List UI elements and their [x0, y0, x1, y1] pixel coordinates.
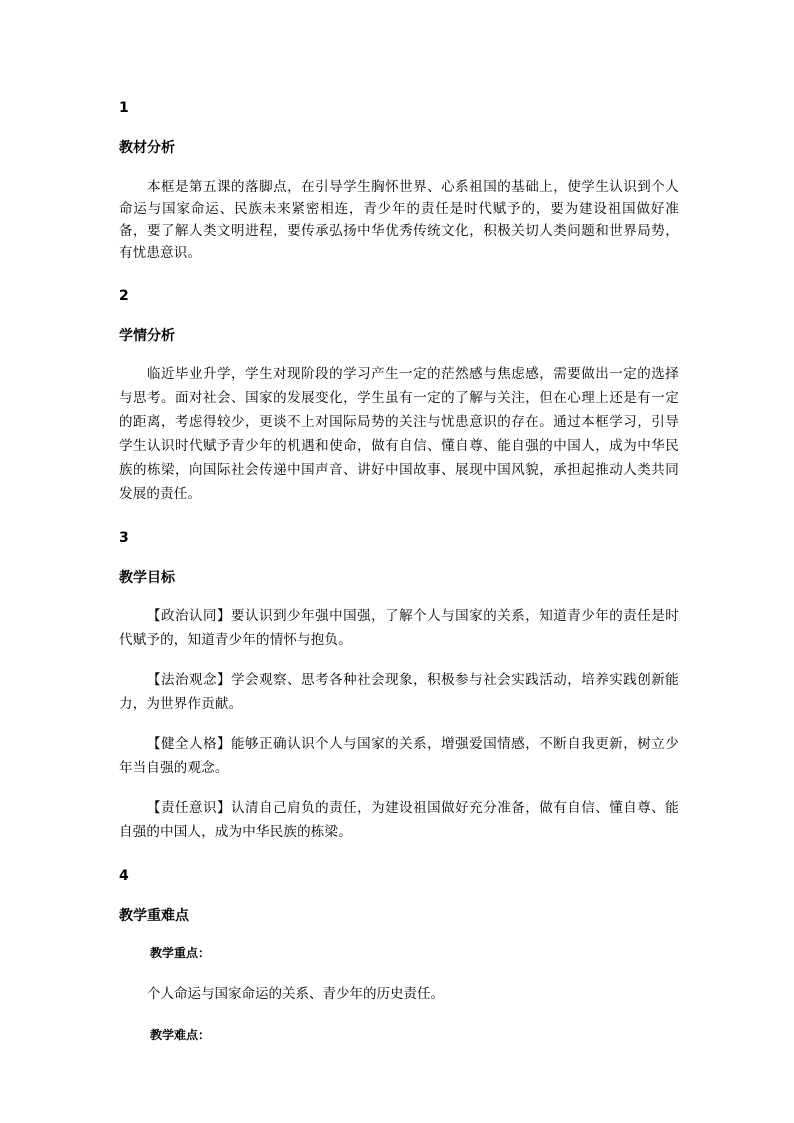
document-body	[119, 98, 679, 1044]
paragraph: 【健全人格】能够正确认识个人与国家的关系，增强爱国情感，不断自我更新，树立少年当自强的观念。	[119, 736, 679, 776]
section-title: 学情分析	[119, 328, 175, 344]
section-number: 2	[119, 288, 129, 304]
paragraph: 临近毕业升学，学生对现阶段的学习产生一定的茫然感与焦虑感，需要做出一定的选择与思考。面对社会、国家的发展变化，学生虽有一定的了解与关注，但在心理上还是有一定的距离，考虑得较少，更谈不上对国际局势的关注与忧患意识的存在。通过本框学习，引导学生认识时代赋予青少年的机遇和使命，做有自信、懂自尊、能自强的中国人，成为中华民族的栋梁，向国际社会传递中国声音、讲好中国故事、展现中国风貌，承担起推动人类共同发展的责任。	[119, 366, 679, 502]
section-4	[119, 866, 679, 1044]
section-number: 4	[119, 868, 129, 884]
paragraph: 本框是第五课的落脚点，在引导学生胸怀世界、心系祖国的基础上，使学生认识到个人命运与国家命运、民族未来紧密相连，青少年的责任是时代赋予的，要为建设祖国做好准备，要了解人类文明进程，要传承弘扬中华优秀传统文化，积极关切人类问题和世界局势，有忧患意识。	[119, 179, 679, 261]
section-title: 教材分析	[119, 140, 175, 156]
section-number: 3	[119, 530, 129, 546]
section-3	[119, 528, 679, 844]
difficult-points-label: 教学难点：	[150, 1028, 211, 1042]
section-1	[119, 98, 679, 264]
section-number: 1	[119, 100, 129, 116]
paragraph: 【责任意识】认清自己肩负的责任，为建设祖国做好充分准备，做有自信、懂自尊、能自强的中国人，成为中华民族的栋梁。	[119, 800, 679, 840]
paragraph: 【政治认同】要认识到少年强中国强，了解个人与国家的关系，知道青少年的责任是时代赋予的，知道青少年的情怀与抱负。	[119, 608, 679, 648]
section-title: 教学目标	[119, 570, 175, 586]
section-2	[119, 286, 679, 506]
section-title: 教学重难点	[119, 908, 189, 924]
key-points-label: 教学重点：	[150, 946, 211, 960]
key-points-text: 个人命运与国家命运的关系、青少年的历史责任。	[147, 986, 444, 1002]
paragraph: 【法治观念】学会观察、思考各种社会现象，积极参与社会实践活动，培养实践创新能力，为世界作贡献。	[119, 672, 679, 712]
